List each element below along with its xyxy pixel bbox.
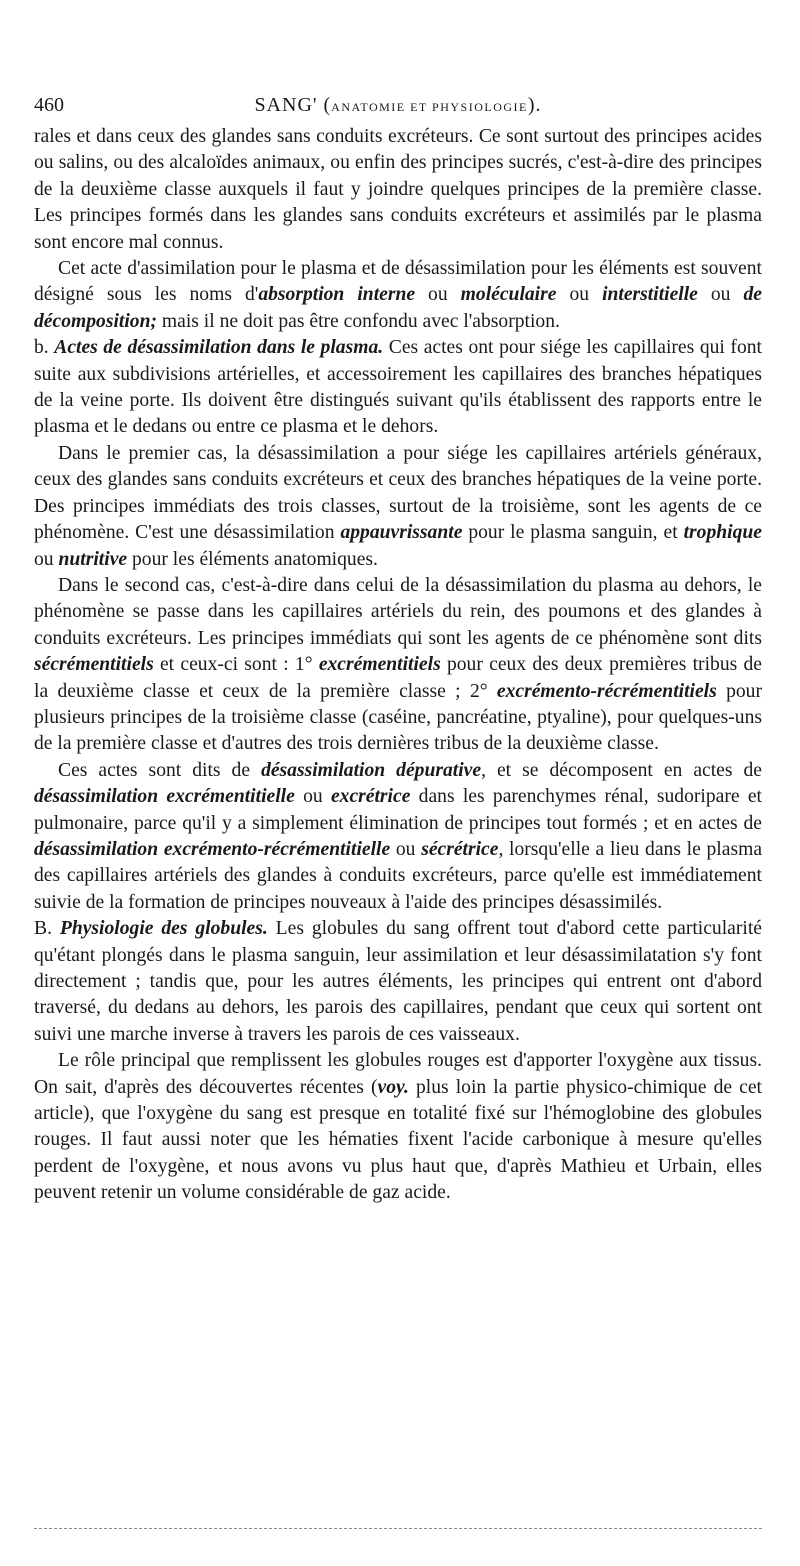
text-run: ou <box>697 284 744 306</box>
footer-rule <box>34 1528 762 1529</box>
italic-term: excrémento-récrémentitiels <box>496 680 717 702</box>
italic-term: appauvrissante <box>340 522 463 544</box>
text-run: et ceux-ci sont : 1° <box>153 654 319 676</box>
text-run: ou <box>556 284 603 306</box>
text-run: ou <box>294 786 331 808</box>
running-title-small: ANATOMIE ET PHYSIOLOGIE <box>331 100 528 114</box>
text-run: mais il ne doit pas être confondu avec l'absorption. <box>157 310 560 332</box>
section-heading: Physiologie des globules. <box>59 918 268 940</box>
italic-term: désassimilation excrémento-récrémentitielle <box>34 838 391 860</box>
section-marker: B. <box>34 918 60 940</box>
page-body <box>34 94 762 1207</box>
italic-term: moléculaire <box>460 284 557 306</box>
text-run: , et se décomposent en actes de <box>481 759 763 781</box>
paragraph-continued: rales et dans ceux des glandes sans conduits excréteurs. Ce sont surtout des principes acides ou salins, ou des alcaloïdes animaux, ou enfin des principes sucrés, c'est-à-dire des principes de la deuxième classe auxquels il faut y joindre quelques principes de la première classe. Les principes formés dans les glandes sans conduits excréteurs et assimilés par le plasma sont encore mal connus. <box>34 126 762 253</box>
text-run: Ces actes sont dits de <box>58 759 262 781</box>
text-run: pour le plasma sanguin, et <box>462 522 684 544</box>
page-header <box>34 94 762 124</box>
text-run: Cet acte d'assimilation pour le plasma et de désassimilation pour les éléments est souvent désigné sous les noms d' <box>34 258 762 306</box>
text-run: dans les parenchymes rénal, sudoripare et pulmonaire, parce qu'il y a simplement élimination de principes tout formés ; et en actes de <box>34 786 763 834</box>
italic-term: désassimilation excrémentitielle <box>34 786 295 808</box>
paragraph-second-cas <box>34 573 762 758</box>
text-run: Dans le second cas, c'est-à-dire dans celui de la désassimilation du plasma au dehors, le phénomène se passe dans les capillaires artériels du rein, des poumons et des glandes à conduits excréteurs. Les principes immédiats qui sont les agents de ce phénomène sont dits <box>34 574 762 649</box>
italic-term: absorption interne <box>258 284 416 306</box>
section-B-globules <box>34 916 762 1048</box>
text-run: Dans le premier cas, la désassimilation a pour siége les capillaires artériels généraux, ceux des glandes sans conduits excréteurs et ceux des branches hépatiques de la veine porte. Des principes immédiats des trois classes, surtout de la troisième, sont les agents de ce phénomène. C'est une désassimilation <box>34 442 762 544</box>
text-run: Le rôle principal que remplissent les globules rouges est d'apporter l'oxygène aux tissus. On sait, d'après des découvertes récentes ( <box>34 1050 762 1098</box>
text-run: pour plusieurs principes de la troisième classe (caséine, pancréatine, ptyaline), pour quelques-uns de la première classe et d'autres des trois dernières tribus de la deuxième classe. <box>34 680 762 755</box>
text-run: , lorsqu'elle a lieu dans le plasma des capillaires artériels des glandes à conduits excréteurs, parce qu'elle est immédiatement suivie de la formation de principes nouveaux à l'aide des principes désassimilés. <box>34 838 763 913</box>
italic-term: trophique <box>683 522 762 544</box>
paragraph-depurative <box>34 758 762 916</box>
text-run: pour les éléments anatomiques. <box>127 548 378 570</box>
italic-term: interstitielle <box>602 284 698 306</box>
section-heading: Actes de désassimilation dans le plasma. <box>54 337 384 359</box>
text-run: ou <box>415 284 461 306</box>
text-run: ou <box>390 838 422 860</box>
paragraph-assimilation <box>34 256 762 335</box>
italic-term: voy. <box>377 1076 409 1098</box>
italic-term: excrémentitiels <box>318 654 441 676</box>
italic-term: de décomposition; <box>34 284 762 332</box>
italic-term: sécrétrice <box>421 838 499 860</box>
page-number: 460 <box>34 94 64 116</box>
running-title-open: ' ( <box>312 94 332 116</box>
paragraph-role-globules <box>34 1048 762 1206</box>
italic-term: excrétrice <box>330 786 411 808</box>
section-b-desassimilation <box>34 335 762 441</box>
running-title-close: ). <box>527 94 542 116</box>
text-run: plus loin la partie physico-chimique de cet article), que l'oxygène du sang est presque en totalité fixé sur l'hémoglobine des globules rouges. Il faut aussi noter que les hématies fixent l'acide carbonique à mesure qu'elles perdent de l'oxygène, et nous avons vu plus haut que, d'après Mathieu et Urbain, elles peuvent retenir un volume considérable de gaz acide. <box>34 1076 762 1204</box>
text-run: pour ceux des deux premières tribus de la deuxième classe et ceux de la première classe ; 2° <box>34 654 762 702</box>
paragraph-premier-cas <box>34 441 762 573</box>
running-title-main: SANG <box>254 94 313 116</box>
text-run: ou <box>34 548 59 570</box>
section-marker: b. <box>34 337 55 359</box>
italic-term: sécrémentitiels <box>34 654 154 676</box>
text-run: Ces actes ont pour siége les capillaires qui font suite aux subdivisions artérielles, et accessoirement les capillaires des branches hépatiques de la veine porte. Ils doivent être distingués suivant qu'ils établissent des rapports entre le plasma et le dedans ou entre ce plasma et le dehors. <box>34 337 762 438</box>
text-run: Les globules du sang offrent tout d'abord cette particularité qu'étant plongés dans le plasma sanguin, leur assimilation et leur désassimilatation s'y font directement ; tandis que, pour les autres éléments, les principes qui entrent ont d'abord traversé, du dedans au dehors, les parois des capillaires, pendant que ceux qui sortent ont suivi une marche inverse à travers les parois de ces vaisseaux. <box>34 918 762 1045</box>
italic-term: nutritive <box>58 548 128 570</box>
running-title <box>34 94 762 117</box>
italic-term: désassimilation dépurative <box>261 759 482 781</box>
